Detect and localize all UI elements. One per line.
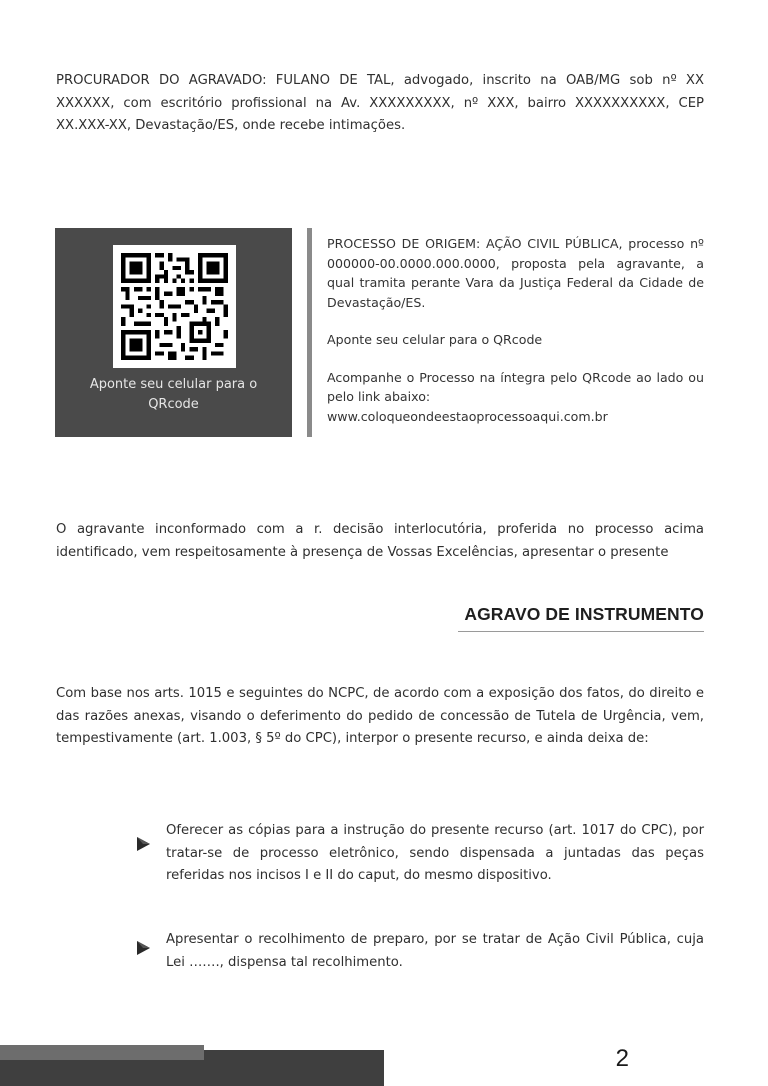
qr-caption: Aponte seu celular para o QRcode [89, 377, 258, 412]
list-item: Oferecer as cópias para a instrução do presente recurso (art. 1017 do CPC), por tratar-se de processo eletrônico, sendo dispensada a juntadas das peças referidas nos incisos I e II do caput, do mesmo dispositivo. [166, 823, 704, 883]
play-arrow-icon [134, 938, 154, 958]
title-underline [458, 631, 704, 632]
qr-code-image[interactable] [113, 245, 236, 368]
process-info [327, 234, 704, 444]
qr-code-icon [121, 253, 228, 360]
footer-bar-light [0, 1045, 204, 1060]
accent-divider [307, 228, 312, 437]
list-item: Apresentar o recolhimento de preparo, por se tratar de Ação Civil Pública, cuja Lei ……., dispensa tal recolhimento. [166, 932, 704, 970]
procurador-paragraph: PROCURADOR DO AGRAVADO: FULANO DE TAL, advogado, inscrito na OAB/MG sob nº XX XXXXXX, com escritório profissional na Av. XXXXXXXXX, nº XXX, bairro XXXXXXXXXX, CEP XX.XXX-XX, Devastação/ES, onde recebe intimações. [56, 73, 704, 133]
agravante-paragraph: O agravante inconformado com a r. decisão interlocutória, proferida no processo acima identificado, vem respeitosamente à presença de Vossas Excelências, apresentar o presente [56, 522, 704, 560]
process-link[interactable]: www.coloqueondeestaoprocessoaqui.com.br [327, 408, 608, 424]
play-arrow-icon [134, 834, 154, 854]
processo-origem-text: PROCESSO DE ORIGEM: AÇÃO CIVIL PÚBLICA, processo nº 000000-00.0000.000.0000, proposta pela agravante, a qual tramita perante Vara da Justiça Federal da Cidade de Devastação/ES. [327, 236, 704, 310]
acompanhe-block [327, 368, 704, 427]
base-paragraph: Com base nos arts. 1015 e seguintes do NCPC, de acordo com a exposição dos fatos, do direito e das razões anexas, visando o deferimento do pedido de concessão de Tutela de Urgência, vem, tempestivamente (art. 1.003, § 5º do CPC), interpor o presente recurso, e ainda deixa de: [56, 686, 704, 746]
section-title: AGRAVO DE INSTRUMENTO [464, 604, 704, 624]
qr-panel [55, 228, 292, 437]
acompanhe-text: Acompanhe o Processo na íntegra pelo QRcode ao lado ou pelo link abaixo: [327, 369, 704, 404]
aponte-text: Aponte seu celular para o QRcode [327, 332, 543, 347]
page-number: 2 [615, 1045, 629, 1072]
